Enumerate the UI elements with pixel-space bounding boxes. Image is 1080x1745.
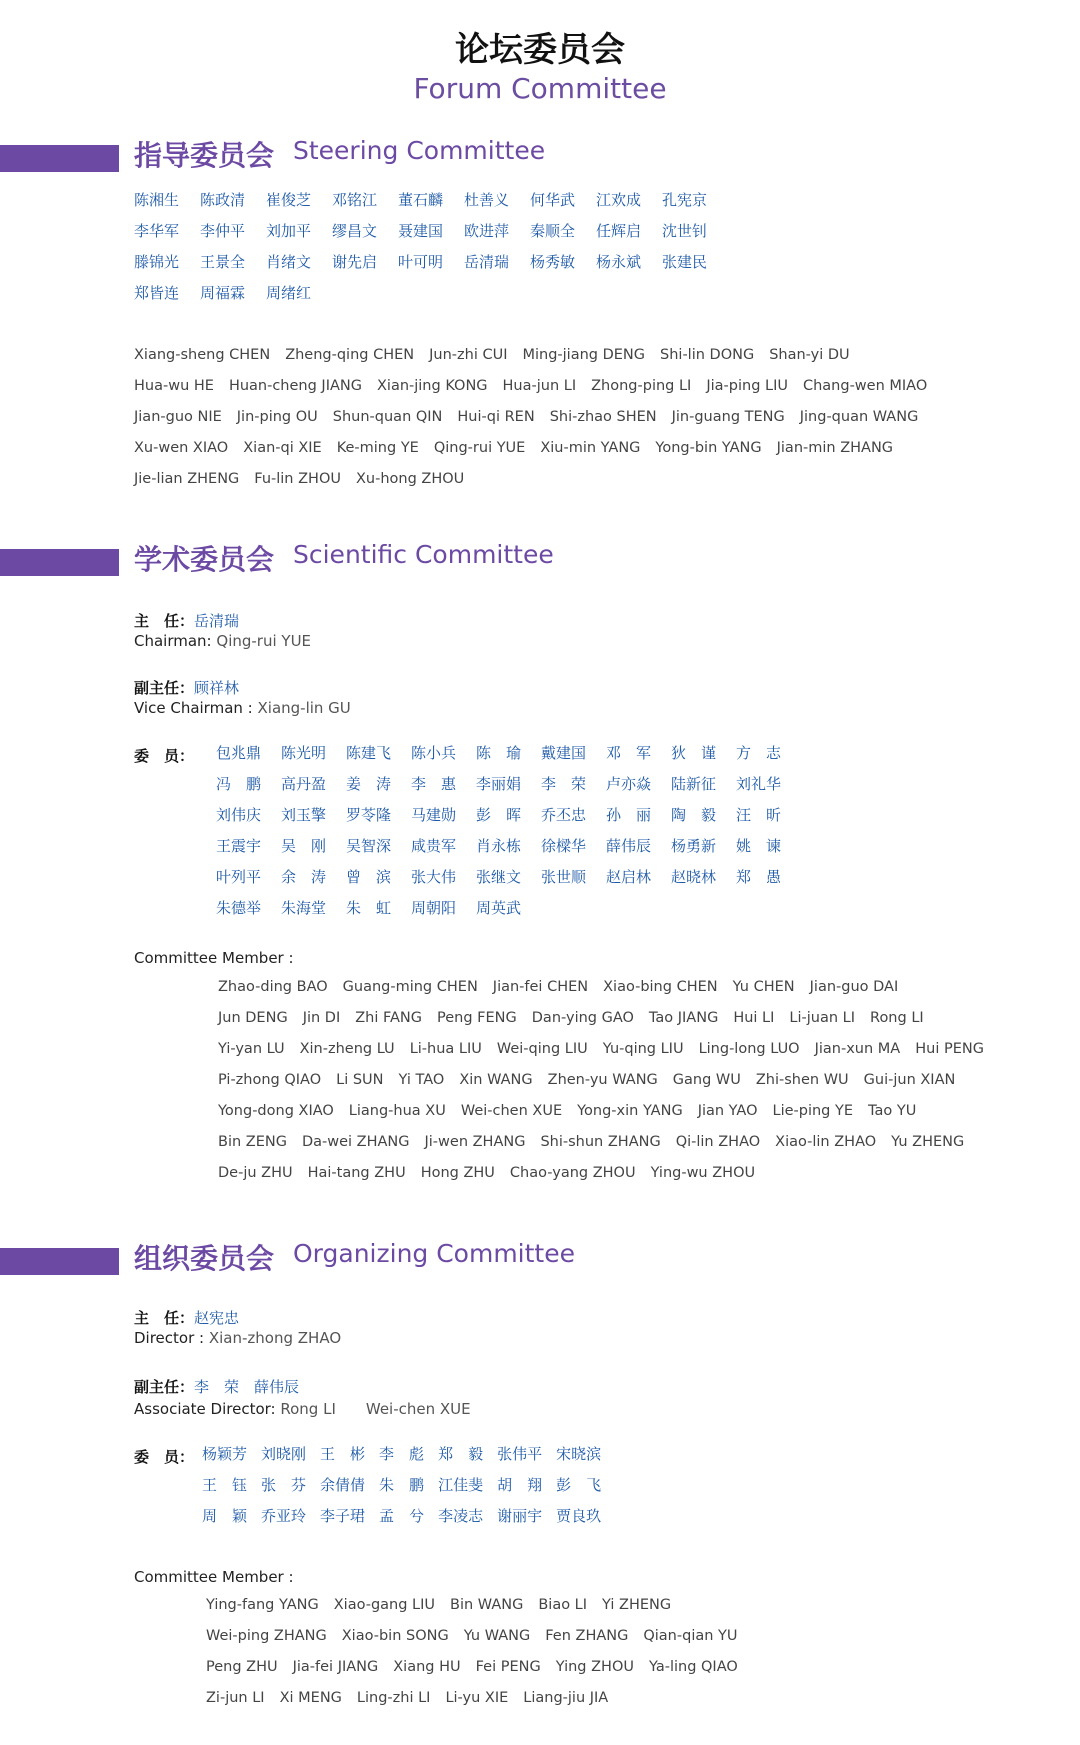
member-name-en: Rong LI	[870, 1010, 924, 1026]
member-name-cn: 任辉启	[596, 222, 642, 240]
assoc-names-cn: 李 荣 薛伟辰	[194, 1378, 300, 1396]
name-row	[134, 371, 942, 402]
member-name-cn: 彭 飞	[556, 1476, 602, 1494]
member-name-en: Zhi-shen WU	[755, 1072, 849, 1088]
chair-name-cn: 岳清瑞	[194, 612, 240, 630]
member-name-cn: 周绪红	[266, 284, 312, 302]
member-name-en: Jun-zhi CUI	[429, 347, 508, 363]
member-name-cn: 岳清瑞	[464, 253, 510, 271]
member-name-en: Wei-ping ZHANG	[206, 1628, 327, 1644]
member-name-en: Fei PENG	[475, 1659, 541, 1675]
member-name-cn: 周福霖	[200, 284, 246, 302]
member-name-en: Li-hua LIU	[409, 1041, 482, 1057]
name-row	[218, 972, 999, 1003]
member-name-cn: 孟 兮	[379, 1507, 425, 1525]
member-name-en: Jin-guang TENG	[671, 409, 785, 425]
member-name-en: Ling-zhi LI	[356, 1690, 431, 1706]
member-name-en: Zhao-ding BAO	[218, 979, 328, 995]
member-name-cn: 陈光明	[281, 744, 327, 762]
member-name-cn: 秦顺全	[530, 222, 576, 240]
member-name-en: Yu-qing LIU	[602, 1041, 684, 1057]
member-name-cn: 李 惠	[411, 775, 457, 793]
member-name-en: Qian-qian YU	[643, 1628, 738, 1644]
member-name-en: Xiao-bing CHEN	[603, 979, 718, 995]
member-name-en: Gang WU	[672, 1072, 741, 1088]
member-name-cn: 谢丽宇	[497, 1507, 543, 1525]
scientific-cn-members	[216, 738, 801, 924]
member-name-en: Jin DI	[302, 1010, 341, 1026]
member-name-cn: 陈建飞	[346, 744, 392, 762]
member-name-cn: 陶 毅	[671, 806, 717, 824]
member-name-cn: 朱海堂	[281, 899, 327, 917]
organizing-member-label: 委 员：	[134, 1448, 195, 1466]
name-row	[134, 340, 942, 371]
scientific-section-header	[0, 538, 1080, 578]
member-name-cn: 姚 谏	[736, 837, 782, 855]
member-name-cn: 冯 鹏	[216, 775, 262, 793]
name-row	[206, 1590, 753, 1621]
member-name-cn: 狄 谨	[671, 744, 717, 762]
section-title-cn: 学术委员会	[134, 543, 275, 576]
chair-label: 主 任：	[134, 612, 195, 630]
member-name-en: Ji-wen ZHANG	[424, 1134, 526, 1150]
member-name-en: Fu-lin ZHOU	[254, 471, 341, 487]
member-name-en: Jia-fei JIANG	[292, 1659, 379, 1675]
member-name-cn: 孔宪京	[662, 191, 708, 209]
member-name-cn: 缪昌文	[332, 222, 378, 240]
scientific-en-members	[218, 972, 999, 1189]
member-name-en: Xin WANG	[459, 1072, 533, 1088]
member-name-en: Ying-fang YANG	[206, 1597, 319, 1613]
member-name-en: Jie-lian ZHENG	[134, 471, 240, 487]
scientific-member-en-label: Committee Member :	[134, 949, 294, 967]
member-name-en: Ying-wu ZHOU	[650, 1165, 756, 1181]
member-name-en: Jian-guo DAI	[809, 979, 899, 995]
member-name-cn: 马建勋	[411, 806, 457, 824]
chair-name-en: Qing-rui YUE	[216, 632, 312, 650]
member-name-cn: 李丽娟	[476, 775, 522, 793]
member-name-cn: 杨勇新	[671, 837, 717, 855]
section-bar	[0, 145, 119, 172]
page-title-cn: 论坛委员会	[455, 30, 625, 70]
member-name-cn: 彭 晖	[476, 806, 522, 824]
member-name-cn: 吴智深	[346, 837, 392, 855]
scientific-chair-en	[134, 632, 311, 650]
vice-label: 副主任：	[134, 679, 195, 697]
member-name-cn: 赵晓林	[671, 868, 717, 886]
member-name-cn: 李 荣	[541, 775, 587, 793]
member-name-cn: 李仲平	[200, 222, 246, 240]
member-name-cn: 肖永栋	[476, 837, 522, 855]
member-name-cn: 朱德举	[216, 899, 262, 917]
member-name-en: Xu-wen XIAO	[134, 440, 229, 456]
member-name-cn: 邓 军	[606, 744, 652, 762]
assoc-names-en: Rong LI Wei-chen XUE	[280, 1400, 471, 1418]
member-name-cn: 陈湘生	[134, 191, 180, 209]
member-name-en: Da-wei ZHANG	[301, 1134, 410, 1150]
member-name-cn: 胡 翔	[497, 1476, 543, 1494]
member-name-en: Zhi FANG	[355, 1010, 423, 1026]
member-name-en: Ming-jiang DENG	[522, 347, 646, 363]
member-name-en: Yu ZHENG	[891, 1134, 965, 1150]
member-name-cn: 吴 刚	[281, 837, 327, 855]
member-name-cn: 陈小兵	[411, 744, 457, 762]
member-name-cn: 肖绪文	[266, 253, 312, 271]
member-name-en: Yong-dong XIAO	[218, 1103, 334, 1119]
member-name-cn: 滕锦光	[134, 253, 180, 271]
member-name-en: Qing-rui YUE	[433, 440, 526, 456]
member-name-cn: 谢先启	[332, 253, 378, 271]
member-name-cn: 杨颖芳	[202, 1445, 248, 1463]
organizing-en-members	[206, 1590, 753, 1714]
section-title-cn: 指导委员会	[134, 139, 275, 172]
member-name-cn: 杨永斌	[596, 253, 642, 271]
member-name-cn: 张 芬	[261, 1476, 307, 1494]
member-name-cn: 卢亦焱	[606, 775, 652, 793]
member-name-cn: 叶列平	[216, 868, 262, 886]
member-name-en: Xiu-min YANG	[540, 440, 641, 456]
member-name-cn: 刘加平	[266, 222, 312, 240]
member-name-cn: 王景全	[200, 253, 246, 271]
organizing-assoc-en	[134, 1398, 471, 1419]
member-name-cn: 姜 涛	[346, 775, 392, 793]
member-name-cn: 咸贵军	[411, 837, 457, 855]
member-name-en: Yi ZHENG	[602, 1597, 672, 1613]
scientific-member-label: 委 员：	[134, 747, 195, 765]
name-row	[218, 1127, 999, 1158]
member-name-cn: 周英武	[476, 899, 522, 917]
member-name-en: Tao JIANG	[648, 1010, 719, 1026]
member-name-en: Xin-zheng LU	[299, 1041, 395, 1057]
scientific-vice-cn	[134, 677, 239, 698]
member-name-cn: 高丹盈	[281, 775, 327, 793]
assoc-en-label: Associate Director:	[134, 1400, 281, 1418]
member-name-en: Ying ZHOU	[555, 1659, 634, 1675]
member-name-en: Xian-qi XIE	[243, 440, 322, 456]
member-name-cn: 邓铭江	[332, 191, 378, 209]
section-title-cn: 组织委员会	[134, 1242, 275, 1275]
member-name-cn: 郑 愚	[736, 868, 782, 886]
name-row	[202, 1439, 615, 1470]
member-name-cn: 郑 毅	[438, 1445, 484, 1463]
member-name-en: Shan-yi DU	[769, 347, 850, 363]
member-name-cn: 刘晓刚	[261, 1445, 307, 1463]
member-name-en: Guang-ming CHEN	[342, 979, 478, 995]
steering-cn-names	[134, 185, 728, 309]
member-name-en: Lie-ping YE	[772, 1103, 854, 1119]
organizing-director-cn	[134, 1307, 239, 1328]
member-name-en: Bin ZENG	[218, 1134, 287, 1150]
member-name-cn: 江佳斐	[438, 1476, 484, 1494]
member-name-cn: 包兆鼎	[216, 744, 262, 762]
name-row	[202, 1501, 615, 1532]
member-name-cn: 曾 滨	[346, 868, 392, 886]
name-row	[218, 1158, 999, 1189]
member-name-en: Hui-qi REN	[457, 409, 535, 425]
member-name-en: Xiao-lin ZHAO	[775, 1134, 877, 1150]
organizing-member-en-label: Committee Member :	[134, 1568, 294, 1586]
member-name-en: Ling-long LUO	[698, 1041, 800, 1057]
member-name-cn: 陆新征	[671, 775, 717, 793]
member-name-en: Liang-jiu JIA	[523, 1690, 609, 1706]
member-name-en: Jian-min ZHANG	[776, 440, 894, 456]
member-name-en: Yu CHEN	[732, 979, 795, 995]
member-name-cn: 刘礼华	[736, 775, 782, 793]
section-bar	[0, 1248, 119, 1275]
member-name-en: Jian-xun MA	[814, 1041, 901, 1057]
section-title-en: Steering Committee	[293, 136, 546, 165]
member-name-en: Hai-tang ZHU	[307, 1165, 406, 1181]
member-name-en: Ya-ling QIAO	[648, 1659, 738, 1675]
member-name-en: Shi-zhao SHEN	[549, 409, 657, 425]
member-name-en: Dan-ying GAO	[531, 1010, 634, 1026]
member-name-en: Hui LI	[733, 1010, 775, 1026]
section-title-en: Scientific Committee	[293, 540, 554, 569]
member-name-en: Zi-jun LI	[206, 1690, 265, 1706]
member-name-cn: 陈政清	[200, 191, 246, 209]
director-en-label: Director :	[134, 1329, 209, 1347]
member-name-cn: 余 涛	[281, 868, 327, 886]
member-name-en: Liang-hua XU	[348, 1103, 446, 1119]
member-name-cn: 张继文	[476, 868, 522, 886]
vice-en-label: Vice Chairman :	[134, 699, 258, 717]
member-name-cn: 李 彪	[379, 1445, 425, 1463]
section-title-en: Organizing Committee	[293, 1239, 575, 1268]
member-name-en: Fen ZHANG	[545, 1628, 629, 1644]
member-name-cn: 孙 丽	[606, 806, 652, 824]
steering-section-header	[0, 134, 1080, 174]
member-name-en: Tao YU	[868, 1103, 917, 1119]
member-name-en: Jia-ping LIU	[706, 378, 788, 394]
member-name-en: Xiao-bin SONG	[341, 1628, 449, 1644]
member-name-en: Xiang HU	[393, 1659, 461, 1675]
member-name-cn: 乔丕忠	[541, 806, 587, 824]
member-name-cn: 周朝阳	[411, 899, 457, 917]
member-name-cn: 贾良玖	[556, 1507, 602, 1525]
chair-en-label: Chairman:	[134, 632, 217, 650]
organizing-assoc-cn	[134, 1376, 299, 1397]
organizing-section-header	[0, 1237, 1080, 1277]
assoc-label: 副主任：	[134, 1378, 195, 1396]
member-name-cn: 叶可明	[398, 253, 444, 271]
member-name-cn: 宋晓滨	[556, 1445, 602, 1463]
member-name-en: Wei-chen XUE	[460, 1103, 563, 1119]
member-name-en: Hua-jun LI	[502, 378, 577, 394]
member-name-en: Jian-fei CHEN	[492, 979, 589, 995]
page-title-en: Forum Committee	[413, 72, 667, 105]
member-name-en: Zhong-ping LI	[591, 378, 692, 394]
member-name-en: Shi-shun ZHANG	[540, 1134, 661, 1150]
member-name-en: Shi-lin DONG	[660, 347, 755, 363]
member-name-cn: 乔亚玲	[261, 1507, 307, 1525]
member-name-cn: 聂建国	[398, 222, 444, 240]
name-row	[206, 1652, 753, 1683]
member-name-en: Biao LI	[538, 1597, 588, 1613]
member-name-cn: 崔俊芝	[266, 191, 312, 209]
member-name-en: Xiang-sheng CHEN	[134, 347, 271, 363]
scientific-chair-cn	[134, 610, 239, 631]
member-name-en: Bin WANG	[450, 1597, 524, 1613]
member-name-cn: 董石麟	[398, 191, 444, 209]
member-name-cn: 朱 虹	[346, 899, 392, 917]
member-name-cn: 张世顺	[541, 868, 587, 886]
name-row	[206, 1683, 753, 1714]
member-name-cn: 江欢成	[596, 191, 642, 209]
member-name-cn: 朱 鹏	[379, 1476, 425, 1494]
member-name-cn: 王 彬	[320, 1445, 366, 1463]
member-name-en: Jian-guo NIE	[134, 409, 222, 425]
name-row	[202, 1470, 615, 1501]
member-name-en: Yong-bin YANG	[655, 440, 762, 456]
member-name-cn: 余倩倩	[320, 1476, 366, 1494]
member-name-cn: 汪 昕	[736, 806, 782, 824]
member-name-cn: 王 钰	[202, 1476, 248, 1494]
member-name-cn: 刘玉擎	[281, 806, 327, 824]
member-name-en: Qi-lin ZHAO	[675, 1134, 761, 1150]
member-name-en: Gui-jun XIAN	[863, 1072, 956, 1088]
member-name-en: Shun-quan QIN	[332, 409, 443, 425]
member-name-en: Chang-wen MIAO	[802, 378, 928, 394]
member-name-en: Yi-yan LU	[218, 1041, 285, 1057]
member-name-en: Xiao-gang LIU	[333, 1597, 436, 1613]
member-name-en: Hua-wu HE	[134, 378, 214, 394]
member-name-en: Wei-qing LIU	[496, 1041, 588, 1057]
member-name-en: Huan-cheng JIANG	[228, 378, 362, 394]
vice-name-en: Xiang-lin GU	[257, 699, 351, 717]
member-name-cn: 李子珺	[320, 1507, 366, 1525]
member-name-en: Li-juan LI	[789, 1010, 856, 1026]
member-name-cn: 张伟平	[497, 1445, 543, 1463]
steering-en-names	[134, 340, 942, 495]
member-name-cn: 戴建国	[541, 744, 587, 762]
name-row	[134, 402, 942, 433]
member-name-en: Jin-ping OU	[236, 409, 318, 425]
name-row	[218, 1003, 999, 1034]
member-name-en: Jian YAO	[697, 1103, 758, 1119]
member-name-en: Xu-hong ZHOU	[355, 471, 465, 487]
member-name-cn: 徐樑华	[541, 837, 587, 855]
member-name-en: Yu WANG	[463, 1628, 531, 1644]
member-name-en: Zhen-yu WANG	[547, 1072, 658, 1088]
member-name-en: Yong-xin YANG	[577, 1103, 683, 1119]
scientific-vice-en	[134, 699, 351, 717]
member-name-en: Li SUN	[336, 1072, 384, 1088]
name-row	[218, 1096, 999, 1127]
member-name-cn: 陈 瑜	[476, 744, 522, 762]
name-row	[206, 1621, 753, 1652]
member-name-cn: 周 颖	[202, 1507, 248, 1525]
vice-name-cn: 顾祥林	[194, 679, 240, 697]
member-name-en: Peng ZHU	[206, 1659, 278, 1675]
member-name-cn: 李凌志	[438, 1507, 484, 1525]
member-name-en: Li-yu XIE	[445, 1690, 509, 1706]
member-name-en: Peng FENG	[437, 1010, 517, 1026]
member-name-en: De-ju ZHU	[218, 1165, 293, 1181]
member-name-cn: 王震宇	[216, 837, 262, 855]
member-name-cn: 郑皆连	[134, 284, 180, 302]
organizing-director-en	[134, 1329, 341, 1347]
member-name-en: Jing-quan WANG	[799, 409, 919, 425]
name-row	[218, 1034, 999, 1065]
member-name-cn: 薛伟辰	[606, 837, 652, 855]
member-name-cn: 张建民	[662, 253, 708, 271]
director-name-en: Xian-zhong ZHAO	[208, 1329, 342, 1347]
name-row	[134, 464, 942, 495]
member-name-cn: 欧进萍	[464, 222, 510, 240]
member-name-cn: 杜善义	[464, 191, 510, 209]
member-name-en: Yi TAO	[398, 1072, 445, 1088]
member-name-cn: 罗苓隆	[346, 806, 392, 824]
name-row	[218, 1065, 999, 1096]
member-name-cn: 何华武	[530, 191, 576, 209]
member-name-en: Jun DENG	[218, 1010, 288, 1026]
member-name-cn: 赵启林	[606, 868, 652, 886]
member-name-en: Xi MENG	[279, 1690, 342, 1706]
member-name-cn: 沈世钊	[662, 222, 708, 240]
name-row	[134, 433, 942, 464]
member-name-cn: 刘伟庆	[216, 806, 262, 824]
member-name-en: Zheng-qing CHEN	[285, 347, 415, 363]
member-name-cn: 方 志	[736, 744, 782, 762]
member-name-en: Chao-yang ZHOU	[509, 1165, 636, 1181]
member-name-cn: 张大伟	[411, 868, 457, 886]
organizing-cn-members	[202, 1439, 615, 1532]
director-label: 主 任：	[134, 1309, 195, 1327]
member-name-cn: 杨秀敏	[530, 253, 576, 271]
member-name-en: Hong ZHU	[420, 1165, 495, 1181]
member-name-cn: 李华军	[134, 222, 180, 240]
member-name-en: Hui PENG	[915, 1041, 984, 1057]
member-name-en: Pi-zhong QIAO	[218, 1072, 322, 1088]
member-name-en: Xian-jing KONG	[376, 378, 488, 394]
member-name-en: Ke-ming YE	[336, 440, 419, 456]
director-name-cn: 赵宪忠	[194, 1309, 240, 1327]
section-bar	[0, 549, 119, 576]
